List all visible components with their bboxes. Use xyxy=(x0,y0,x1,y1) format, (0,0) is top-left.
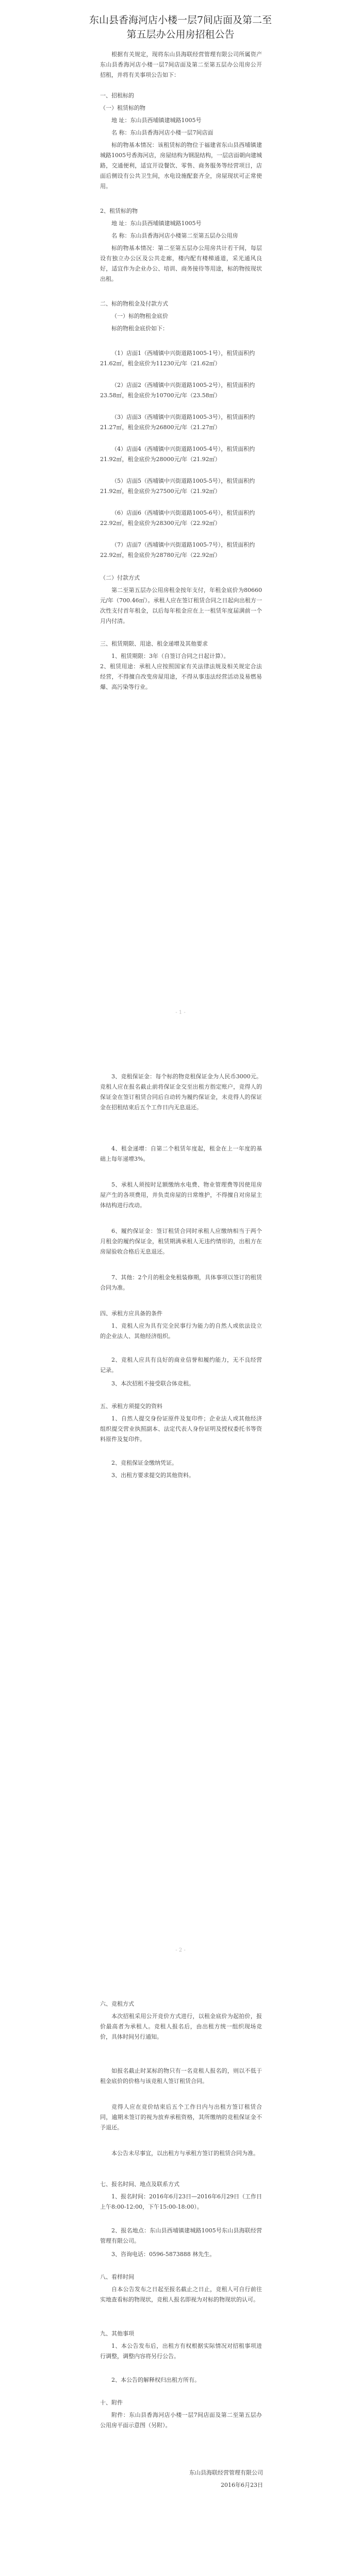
page-number-2: - 2 - xyxy=(175,1947,186,1953)
rent-item-area: 21.27㎡，租金底价为26800元/年（21.27㎡） xyxy=(100,424,221,431)
paragraph-1-2: 标的物基本情况：第二至第五层办公用房共计若干间，每层设有独立办公区及公共走廊，楼内配有楼梯通道，采光通风良好，适宜作为企业办公、培训、商务接待等用途，标的物按现状出租。 xyxy=(100,245,262,282)
paragraph-5-3: 竞得人应在竞价结束后五个工作日内与出租方签订租赁合同，逾期未签订的视为放弃承租资格，其所缴纳的竞租保证金不予退还。 xyxy=(100,2104,262,2131)
heading-10: 十、附件 xyxy=(100,2399,123,2406)
rent-item-name: （3）店面3（西埔镇中兴街道路1005-3号），租赁面积约 xyxy=(111,414,255,420)
paragraph-2-7: 6、履约保证金：签订租赁合同时承租人应缴纳相当于两个月租金的履约保证金，租赁期满承租人无违约情形的，出租方在房屋验收合格后无息退还。 xyxy=(100,1228,262,1255)
paragraph-3-3: 3、本次招租不接受联合体竞租。 xyxy=(111,1380,194,1387)
paragraph-2-8: 7、其他：2个月的租金免租装修期，具体事项以签订的租赁合同为准。 xyxy=(100,1274,262,1291)
paragraph-2-5: 4、租金递增：自第二个租赁年度起，租金在上一年度的基础上每年递增3%。 xyxy=(100,1145,262,1162)
address-1: 地 址：东山县西埔镇建城路1005号 xyxy=(111,117,202,124)
paragraph-6-2: 2、报名地点：东山县西埔镇建城路1005号东山县海联经营管理有限公司。 xyxy=(100,2227,262,2244)
subheading-1-1: （一）租赁标的物 xyxy=(100,105,145,111)
paragraph-6-3: 3、咨询电话：0596-5873888 林先生。 xyxy=(111,2251,216,2258)
subheading-1-2: 2、租赁标的物 xyxy=(100,208,138,214)
paragraph-8-1: 1、本公告发布后，出租方有权根据实际情况对招租事项进行调整，调整内容将另行公告。 xyxy=(100,2343,262,2360)
paragraph-3-1: 1、竞租人应为具有完全民事行为能力的自然人或依法设立的企业法人、其他经济组织。 xyxy=(100,1323,262,1340)
paragraph-4-3: 3、出租方要求提交的其他资料。 xyxy=(111,1472,194,1479)
paragraph-5-4: 本公告未尽事宜，以出租方与承租方签订的租赁合同为准。 xyxy=(111,2150,259,2157)
rent-item-area: 21.92㎡，租金底价为27500元/年（21.92㎡） xyxy=(100,488,221,495)
sign-date: 2016年6月23日 xyxy=(221,2482,263,2488)
heading-1: 一、招租标的 xyxy=(100,92,134,99)
heading-4: 四、承租方应具备的条件 xyxy=(100,1310,162,1317)
subheading-2-1: （一）标的物租金底价 xyxy=(111,313,168,319)
paragraph-3-2: 2、竞租人应具有良好的商业信誉和履约能力，无不良经营记录。 xyxy=(100,1357,262,1374)
title-line-2: 第五层办公用房招租公告 xyxy=(126,29,235,40)
paragraph-2-3: 1、租赁期限：3年（自签订合同之日起计算）。 2、租赁用途：承租人应按照国家有关法律法规及相关规定合法经营，不得擅自改变房屋用途，不得从事违法经营活动及易燃易爆、高污染等行业。 xyxy=(100,653,262,690)
paragraph-9: 附件：东山县香海河店小楼一层7间店面及第二至第五层办公用房平面示意图（另附）。 xyxy=(100,2412,262,2429)
title-line-1: 东山县香海河店小楼一层7间店面及第二至 xyxy=(89,14,272,26)
paragraph-4-1: 1、自然人提交身份证原件及复印件；企业法人或其他经济组织提交营业执照副本、法定代表人身份证明及授权委托书等资料原件及复印件。 xyxy=(100,1415,262,1443)
rent-item-area: 21.62㎡，租金底价为11230元/年（21.62㎡） xyxy=(100,360,221,367)
rent-item-area: 22.92㎡，租金底价为28780元/年（22.92㎡） xyxy=(100,552,221,558)
heading-2: 二、标的物租金及付款方式 xyxy=(100,300,168,307)
paragraph-1-1: 标的物基本情况：该租赁标的物位于福建省东山县西埔镇建城路1005号香海河店，房屋结构为钢混结构，一层店面朝向建城路，交通便利，适宜开设餐饮、零售、商务服务等经营项目，店面后侧设有公共卫生间，水电设施配套齐全，房屋现状可正常使用。 xyxy=(100,142,262,190)
paragraph-8-2: 2、本公告的解释权归出租方所有。 xyxy=(111,2377,200,2383)
heading-8: 八、看样时间 xyxy=(100,2274,134,2280)
rent-item-area: 23.58㎡，租金底价为10700元/年（23.58㎡） xyxy=(100,392,221,399)
rent-item-name: （6）店面6（西埔镇中兴街道路1005-6号），租赁面积约 xyxy=(111,510,255,516)
name-2: 名 称：东山县香海河店小楼第二至第五层办公用房 xyxy=(111,232,238,239)
name-1: 名 称：东山县香海河店小楼一层7间店面 xyxy=(111,129,214,136)
rent-item-name: （7）店面7（西埔镇中兴街道路1005-7号），租赁面积约 xyxy=(111,541,255,548)
heading-3: 三、租赁期限、用途、租金递增及其他要求 xyxy=(100,640,208,647)
paragraph-6-1: 1、报名时间：2016年6月23日—2016年6月29日（工作日上午8:00-12:00，下午15:00-18:00）。 xyxy=(100,2193,262,2210)
subheading-2-2: （二）付款方式 xyxy=(100,574,140,581)
address-2: 地 址：东山县西埔镇建城路1005号 xyxy=(111,220,202,227)
heading-7: 七、报名时间、地点及联系方式 xyxy=(100,2181,179,2188)
rent-item-name: （5）店面5（西埔镇中兴街道路1005-5号），租赁面积约 xyxy=(111,478,255,484)
paragraph-2-4: 3、竞租保证金：每个标的物竞租保证金为人民币3000元。竞租人应在报名截止前将保证金交至出租方指定账户，竞得人的保证金在签订租赁合同后自动转为履约保证金，未竞得人的保证金在招租结束后五个工作日内无息退还。 xyxy=(100,1073,262,1111)
rent-item-name: （2）店面2（西埔镇中兴街道路1005-2号），租赁面积约 xyxy=(111,382,255,388)
rent-item-area: 21.92㎡，租金底价为28000元/年（21.92㎡） xyxy=(100,456,221,463)
heading-6: 六、竞租方式 xyxy=(100,2001,134,2007)
rent-item-name: （1）店面1（西埔镇中兴街道路1005-1号），租赁面积约 xyxy=(111,350,255,357)
heading-9: 九、其他事项 xyxy=(100,2330,134,2337)
paragraph-2-6: 5、承租人须按时足额缴纳水电费、物业管理费等因使用房屋产生的各项费用，并负责房屋的日常维护，不得擅自对房屋主体结构进行改动。 xyxy=(100,1181,262,1209)
page-number-1: - 1 - xyxy=(175,1010,186,1015)
signer: 东山县海联经营管理有限公司 xyxy=(189,2469,263,2476)
paragraph-7: 自本公告发布之日起至报名截止之日止，竞租人可自行前往实地查看标的物现状，竞租人报名即视为对标的物现状的认可。 xyxy=(100,2286,262,2303)
paragraph-5-2: 如报名截止时某标的物只有一名竞租人报名的，则以不低于租金底价的价格与该竞租人签订租赁合同。 xyxy=(100,2067,262,2084)
rent-note: 标的物租金底价如下： xyxy=(111,325,168,332)
paragraph-2-2: 第二至第五层办公用房租金按年支付，年租金底价为80660元/年（700.46㎡）。承租人应在签订租赁合同之日起向出租方一次性支付首年租金，以后每年租金应在上一租赁年度届满前一个月内付清。 xyxy=(100,587,262,624)
paragraph-5-1: 本次招租采用公开竞价方式进行，以租金底价为起拍价，报价最高者为承租人。竞租人报名后，由出租方统一组织现场竞价，具体时间另行通知。 xyxy=(100,2013,262,2040)
paragraph-4-2: 2、竞租保证金缴纳凭证。 xyxy=(111,1460,177,1466)
heading-5: 五、承租方须提交的资料 xyxy=(100,1403,162,1410)
rent-item-area: 22.92㎡，租金底价为28300元/年（22.92㎡） xyxy=(100,520,221,527)
intro-paragraph: 根据有关规定，现将东山县海联经营管理有限公司所属资产东山县香海河店小楼一层7间店面及第二至第五层办公用房公开招租，并将有关事项公告如下： xyxy=(100,51,262,78)
rent-item-name: （4）店面4（西埔镇中兴街道路1005-4号），租赁面积约 xyxy=(111,446,255,452)
